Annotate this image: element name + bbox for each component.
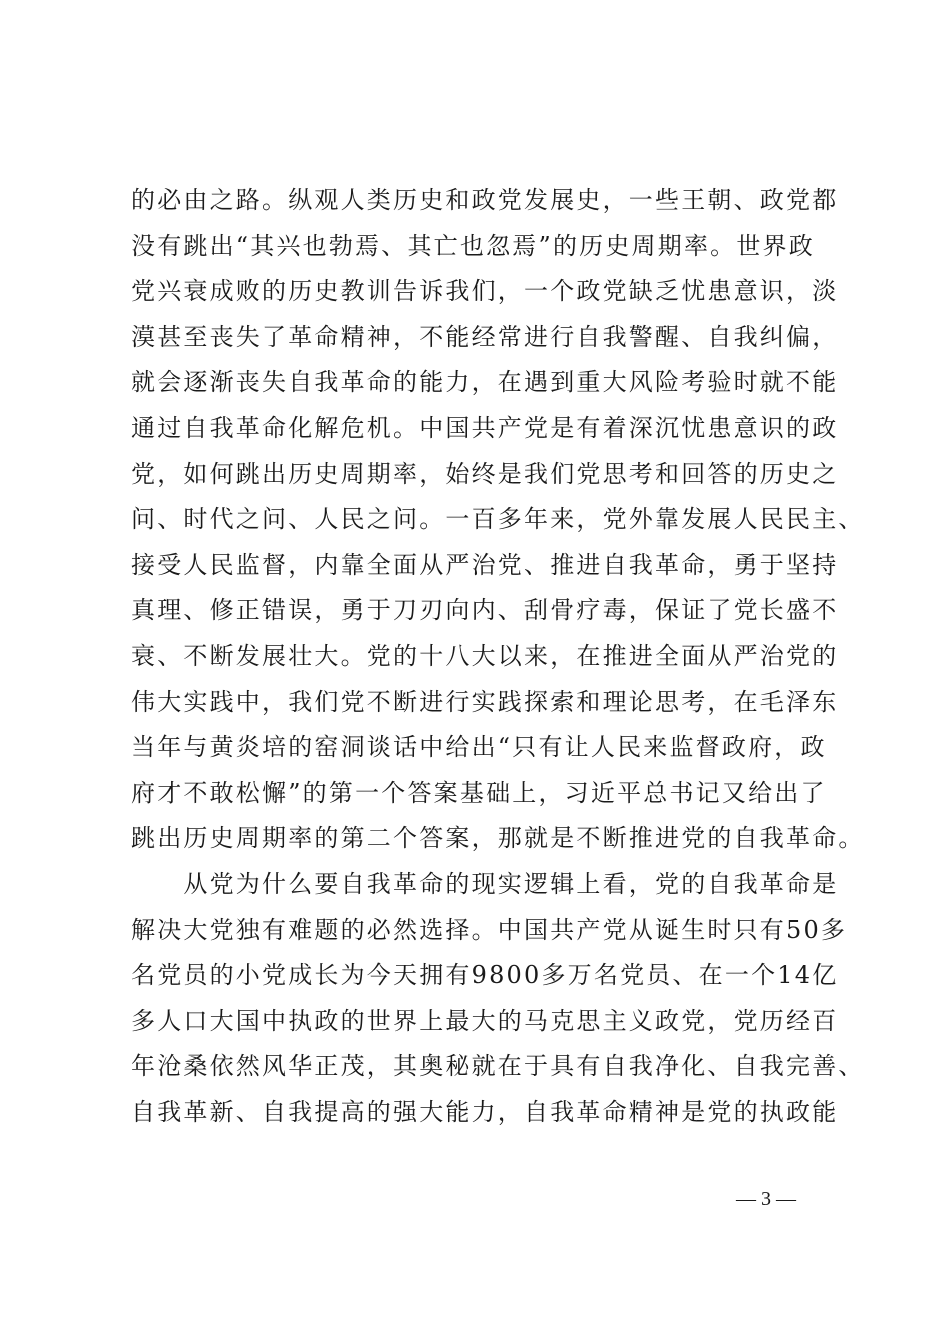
text-line: 伟大实践中，我们党不断进行实践探索和理论思考，在毛泽东 bbox=[131, 687, 839, 716]
text-line: 府才不敢松懈”的第一个答案基础上，习近平总书记又给出了 bbox=[131, 778, 827, 807]
text-line: 衰、不断发展壮大。党的十八大以来，在推进全面从严治党的 bbox=[131, 641, 839, 670]
text-line: 党兴衰成败的历史教训告诉我们，一个政党缺乏忧患意识，淡 bbox=[131, 277, 839, 306]
text-line: 自我革新、自我提高的强大能力，自我革命精神是党的执政能 bbox=[131, 1097, 839, 1126]
text-line: 当年与黄炎培的窑洞谈话中给出“只有让人民来监督政府，政 bbox=[131, 733, 827, 762]
text-line: 的必由之路。纵观人类历史和政党发展史，一些王朝、政党都 bbox=[131, 186, 839, 214]
text-line: 多人口大国中执政的世界上最大的马克思主义政党，党历经百 bbox=[131, 1006, 839, 1035]
text-line: 党，如何跳出历史周期率，始终是我们党思考和回答的历史之 bbox=[131, 459, 839, 488]
text-line: 从党为什么要自我革命的现实逻辑上看，党的自我革命是 bbox=[131, 869, 839, 898]
text-line: 名党员的小党成长为今天拥有9800多万名党员、在一个14亿 bbox=[131, 961, 839, 990]
text-line: 问、时代之问、人民之问。一百多年来，党外靠发展人民民主、 bbox=[131, 505, 865, 534]
text-line: 年沧桑依然风华正茂，其奥秘就在于具有自我净化、自我完善、 bbox=[131, 1052, 865, 1081]
document-body bbox=[131, 178, 865, 1135]
text-line: 跳出历史周期率的第二个答案，那就是不断推进党的自我革命。 bbox=[131, 824, 865, 853]
text-line: 就会逐渐丧失自我革命的能力，在遇到重大风险考验时就不能 bbox=[131, 368, 839, 397]
text-line: 解决大党独有难题的必然选择。中国共产党从诞生时只有50多 bbox=[131, 915, 848, 944]
text-line: 真理、修正错误，勇于刀刃向内、刮骨疗毒，保证了党长盛不 bbox=[131, 596, 839, 625]
text-line: 漠甚至丧失了革命精神，不能经常进行自我警醒、自我纠偏， bbox=[131, 322, 839, 351]
page-number: — 3 — bbox=[736, 1188, 796, 1210]
text-line: 接受人民监督，内靠全面从严治党、推进自我革命，勇于坚持 bbox=[131, 550, 839, 579]
text-line: 通过自我革命化解危机。中国共产党是有着深沉忧患意识的政 bbox=[131, 413, 839, 442]
text-line: 没有跳出“其兴也勃焉、其亡也忽焉”的历史周期率。世界政 bbox=[131, 231, 815, 260]
